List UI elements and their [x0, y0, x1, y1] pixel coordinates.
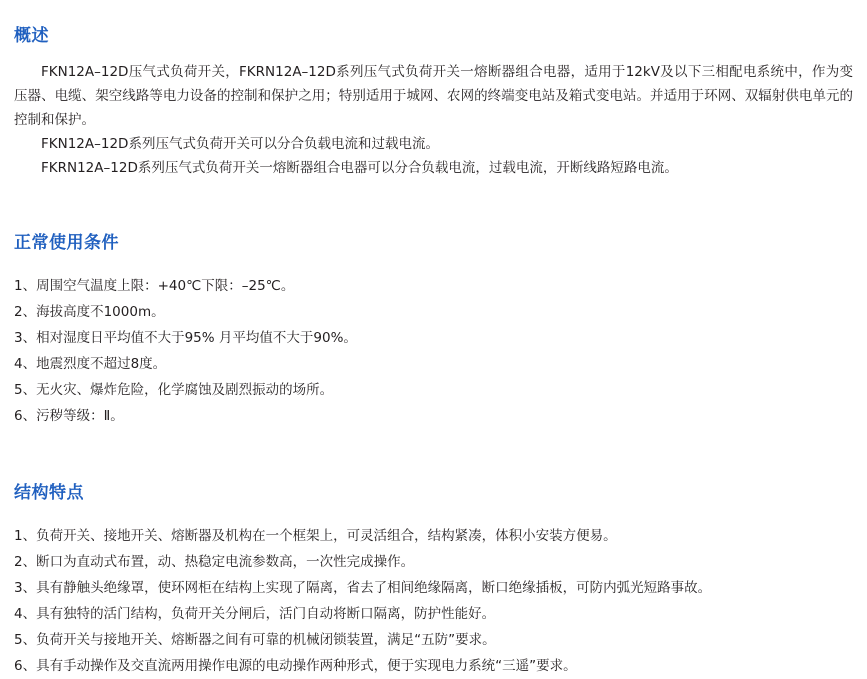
section-heading-overview: 概述 [14, 26, 49, 47]
spacer-overview-conditions [14, 180, 853, 214]
list-item: 6、污秽等级：Ⅱ。 [14, 408, 124, 425]
overview-paragraph-3: FKRN12A–12D系列压气式负荷开关一熔断器组合电器可以分合负载电流，过载电流，开断线路短路电流。 [41, 160, 678, 177]
document-page [0, 14, 867, 674]
list-item: 2、海拔高度不1000m。 [14, 304, 165, 321]
list-item: 5、无火灾、爆炸危险，化学腐蚀及剧烈振动的场所。 [14, 382, 334, 399]
section-heading-operating-conditions: 正常使用条件 [14, 233, 119, 254]
list-item: 5、负荷开关与接地开关、熔断器之间有可靠的机械闭锁装置，满足“五防”要求。 [14, 631, 496, 648]
list-item: 3、相对湿度日平均值不大于95% 月平均值不大于90%。 [14, 330, 357, 347]
spacer-conditions-structure [14, 429, 853, 463]
overview-paragraph-1: FKN12A–12D压气式负荷开关，FKRN12A–12D系列压气式负荷开关一熔断器组合电器，适用于12kV及以下三相配电系统中，作为变压器、电缆、架空线路等电力设备的控制和保护之用；特别适用于城网、农网的终端变电站及箱式变电站。并适用于环网、双辐射供电单元的控制和保护。 [14, 64, 853, 129]
overview-body [14, 60, 853, 180]
list-item: 2、断口为直动式布置，动、热稳定电流参数高，一次性完成操作。 [14, 553, 415, 570]
operating-conditions-list [14, 273, 853, 429]
list-item: 6、具有手动操作及交直流两用操作电源的电动操作两种形式，便于实现电力系统“三遥”要求。 [14, 657, 577, 674]
overview-paragraph-2: FKN12A–12D系列压气式负荷开关可以分合负载电流和过载电流。 [41, 136, 439, 153]
list-item: 1、负荷开关、接地开关、熔断器及机构在一个框架上，可灵活组合，结构紧凑，体积小安装方便易。 [14, 527, 617, 544]
list-item: 1、周围空气温度上限：+40℃下限：–25℃。 [14, 278, 295, 295]
section-heading-structural-features: 结构特点 [14, 482, 84, 503]
list-item: 4、地震烈度不超过8度。 [14, 356, 167, 373]
list-item: 3、具有静触头绝缘罩，使环网柜在结构上实现了隔离，省去了相间绝缘隔离，断口绝缘插板，可防内弧光短路事故。 [14, 579, 712, 596]
structural-features-list [14, 523, 853, 679]
list-item: 4、具有独特的活门结构，负荷开关分闸后，活门自动将断口隔离，防护性能好。 [14, 605, 496, 622]
